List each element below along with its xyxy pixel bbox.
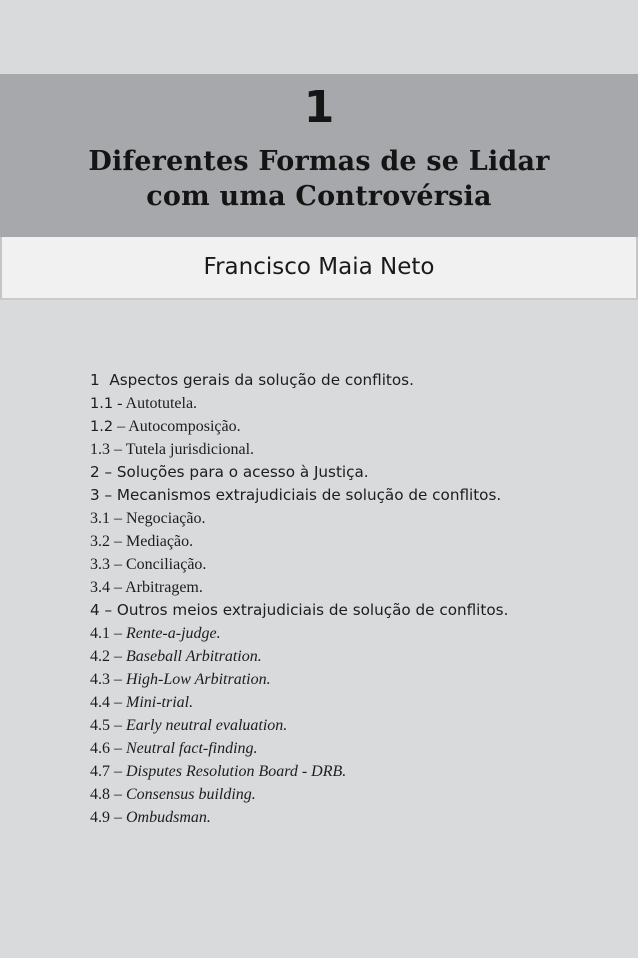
- toc-entry-number: 1.3: [90, 441, 110, 458]
- toc-entry-number: 3.2: [90, 533, 110, 550]
- toc-entry-text: Baseball Arbitration.: [126, 648, 262, 665]
- chapter-number: 1: [303, 82, 335, 133]
- toc-entry-text: Neutral fact-finding.: [126, 740, 258, 757]
- chapter-title-line-1: Diferentes Formas de se Lidar: [88, 146, 550, 177]
- author-bar: [0, 237, 638, 300]
- author-name: Francisco Maia Neto: [203, 254, 435, 280]
- toc-entry-number: 2: [90, 463, 100, 481]
- toc-entry-text: High-Low Arbitration.: [126, 671, 271, 688]
- toc-entry-text: Soluções para o acesso à Justiça.: [116, 463, 369, 481]
- toc-entry-separator: –: [110, 625, 126, 642]
- toc-entry-text: Outros meios extrajudiciais de solução de conflitos.: [116, 601, 509, 619]
- toc-entry-number: 4.6: [90, 740, 110, 757]
- toc-entry-separator: [100, 371, 110, 389]
- toc-entry: [90, 553, 620, 576]
- toc-entry-separator: –: [110, 694, 126, 711]
- toc-entry-text: Ombudsman.: [126, 809, 211, 826]
- toc-entry-separator: –: [110, 786, 126, 803]
- toc-entry-number: 4: [90, 601, 100, 619]
- toc-entry: [90, 737, 620, 760]
- toc-entry-text: Negociação.: [126, 510, 206, 527]
- toc-entry-text: Autotutela.: [125, 395, 198, 412]
- toc-entry-text: Tutela jurisdicional.: [125, 441, 255, 458]
- toc-entry-separator: –: [110, 533, 126, 550]
- toc-entry-text: Autocomposição.: [128, 418, 241, 435]
- toc-entry-separator: –: [99, 486, 117, 504]
- toc-entry-text: Rente-a-judge.: [126, 625, 221, 642]
- toc-entry: [90, 622, 620, 645]
- toc-entry-number: 4.9: [90, 809, 110, 826]
- toc-entry: [90, 438, 620, 461]
- toc-entry-number: 4.3: [90, 671, 110, 688]
- toc-entry-number: 4.1: [90, 625, 110, 642]
- toc-entry: [90, 668, 620, 691]
- toc-entry-text: Aspectos gerais da solução de conflitos.: [109, 371, 414, 389]
- toc-entry-separator: –: [110, 648, 126, 665]
- toc-entry: [90, 645, 620, 668]
- toc-entry: [90, 760, 620, 783]
- toc-entry: [90, 691, 620, 714]
- toc-entry-text: Mediação.: [126, 533, 194, 550]
- toc-entry-number: 4.8: [90, 786, 110, 803]
- top-margin: [0, 0, 638, 74]
- toc-entry-text: Conciliação.: [126, 556, 207, 573]
- toc-entry-number: 3: [90, 486, 100, 504]
- toc-entry-number: 4.2: [90, 648, 110, 665]
- toc-entry: [90, 415, 620, 438]
- toc-entry: [90, 806, 620, 829]
- toc-entry: [90, 369, 620, 392]
- chapter-title: [0, 144, 638, 214]
- toc-entry-number: 3.4: [90, 579, 110, 596]
- toc-entry-separator: –: [113, 418, 129, 435]
- toc-entry-separator: -: [113, 395, 126, 412]
- toc-entry: [90, 461, 620, 484]
- toc-entry-text: Consensus building.: [126, 786, 256, 803]
- chapter-header: [0, 74, 638, 237]
- chapter-title-line-2: com uma Controvérsia: [146, 181, 492, 212]
- toc-entry-text: Mecanismos extrajudiciais de solução de conflitos.: [116, 486, 502, 504]
- toc-entry-text: Disputes Resolution Board - DRB.: [126, 763, 347, 780]
- toc-entry-separator: –: [99, 463, 117, 481]
- toc-entry-number: 1: [90, 371, 100, 389]
- toc-entry-number: 4.5: [90, 717, 110, 734]
- toc-entry-number: 3.3: [90, 556, 110, 573]
- toc-entry-text: Mini-trial.: [126, 694, 194, 711]
- toc-entry: [90, 714, 620, 737]
- toc-entry: [90, 599, 620, 622]
- toc-entry: [90, 783, 620, 806]
- toc-entry-separator: –: [110, 763, 126, 780]
- toc-entry-number: 4.4: [90, 694, 110, 711]
- toc-entry-separator: –: [110, 717, 126, 734]
- toc-entry-separator: –: [110, 809, 126, 826]
- toc-entry-separator: –: [110, 740, 126, 757]
- toc-entry-text: Arbitragem.: [125, 579, 203, 596]
- toc-entry-number: 4.7: [90, 763, 110, 780]
- toc-entry-separator: –: [110, 441, 126, 458]
- table-of-contents: [90, 369, 620, 829]
- toc-entry-separator: –: [99, 601, 117, 619]
- toc-entry: [90, 507, 620, 530]
- toc-entry-separator: –: [110, 671, 126, 688]
- toc-entry-separator: –: [110, 579, 126, 596]
- toc-entry-text: Early neutral evaluation.: [126, 717, 288, 734]
- toc-entry: [90, 392, 620, 415]
- toc-entry: [90, 530, 620, 553]
- toc-entry-separator: –: [110, 556, 126, 573]
- toc-entry-number: 3.1: [90, 510, 110, 527]
- toc-entry: [90, 484, 620, 507]
- toc-entry-number: 1.2: [90, 419, 114, 435]
- toc-entry: [90, 576, 620, 599]
- toc-entry-number: 1.1: [90, 396, 114, 412]
- toc-entry-separator: –: [110, 510, 126, 527]
